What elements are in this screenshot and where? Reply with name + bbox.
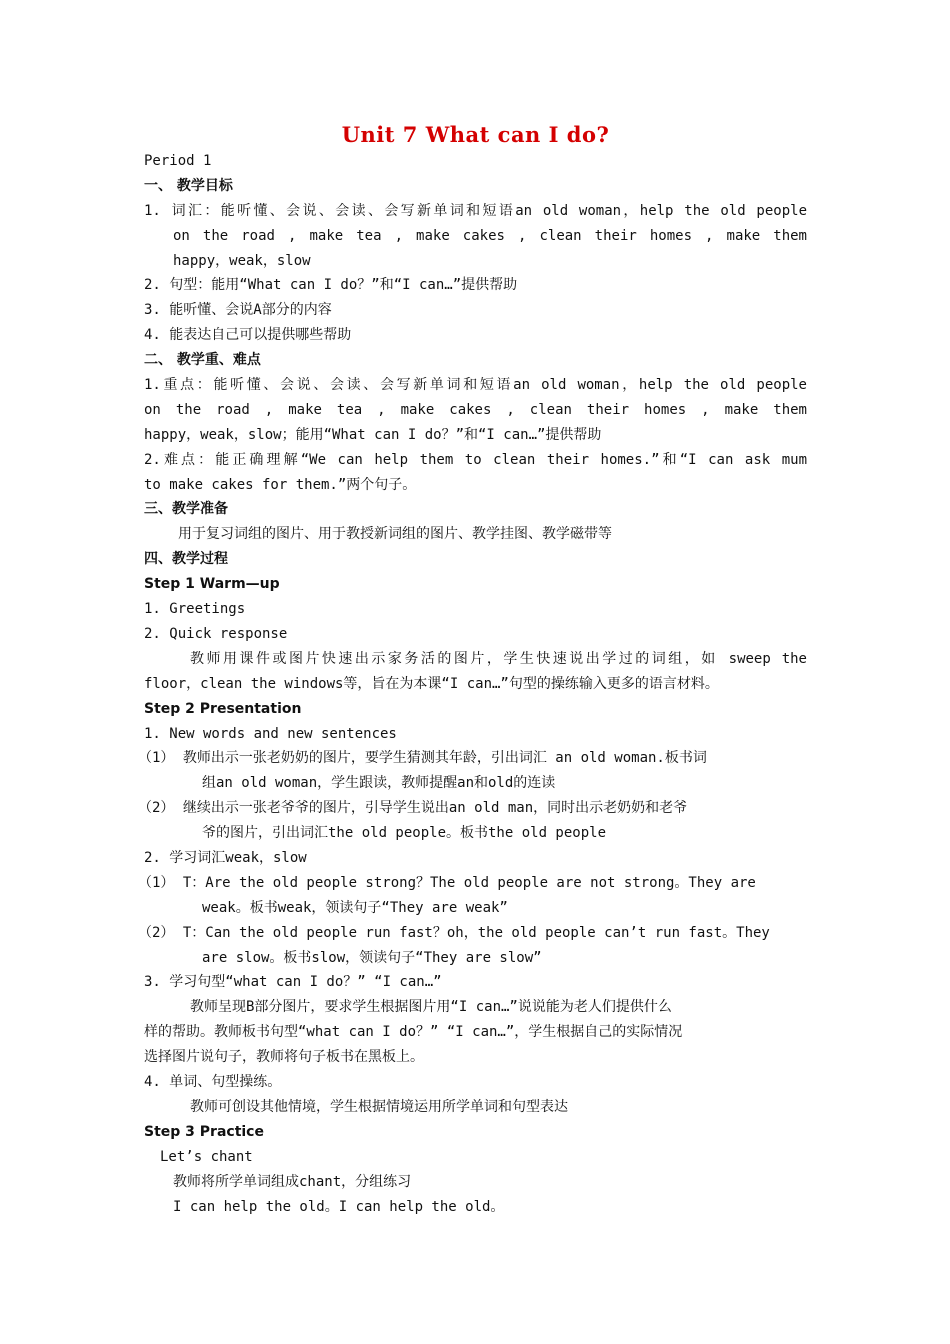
paragraph-line: happy，weak，slow [173,253,311,269]
paragraph-line: Let’s chant [160,1149,253,1165]
paragraph-line: I can help the old。I can help the old。 [173,1199,505,1215]
paragraph-line: （2） T：Can the old people run fast？oh，the old people can’t run fast。They [138,925,770,941]
paragraph-line: 用于复习词组的图片、用于教授新词组的图片、教学挂图、教学磁带等 [178,526,612,542]
paragraph-line: 爷的图片，引出词汇the old people。板书the old people [202,825,607,841]
paragraph-line: 2.难点：能正确理解“We can help them to clean their homes.”和“I can ask mum [144,452,807,468]
paragraph-line: （2） 继续出示一张老爷爷的图片，引导学生说出an old man，同时出示老奶奶和老爷 [138,800,688,816]
period-label: Period 1 [144,153,212,169]
paragraph-line: are slow。板书slow，领读句子“They are slow” [202,950,542,966]
paragraph-line: 1. New words and new sentences [144,726,397,742]
section-heading-4: 四、教学过程 [144,551,228,567]
paragraph-line: on the road , make tea , make cakes , clean their homes , make them [144,402,807,418]
step-heading-2: Step 2 Presentation [144,701,302,717]
section-heading-2: 二、 教学重、难点 [144,352,261,368]
paragraph-line: 4. 能表达自己可以提供哪些帮助 [144,327,352,343]
paragraph-line: （1） T：Are the old people strong？The old people are not strong。They are [138,875,756,891]
doc-title: Unit 7 What can I do? [341,122,610,147]
paragraph-line: 教师用课件或图片快速出示家务活的图片，学生快速说出学过的词组，如 sweep the [190,651,807,667]
paragraph-line: 教师呈现B部分图片，要求学生根据图片用“I can…”说说能为老人们提供什么 [190,999,672,1015]
paragraph-line: 样的帮助。教师板书句型“what can I do？” “I can…”，学生根据自己的实际情况 [144,1024,683,1040]
paragraph-line: happy，weak，slow；能用“What can I do？”和“I can…”提供帮助 [144,427,602,443]
paragraph-line: 教师将所学单词组成chant，分组练习 [173,1174,412,1190]
paragraph-line: 2. Quick response [144,626,288,642]
paragraph-line: 3. 能听懂、会说A部分的内容 [144,302,332,318]
step-heading-3: Step 3 Practice [144,1124,264,1140]
paragraph-line: （1） 教师出示一张老奶奶的图片，要学生猜测其年龄，引出词汇 an old woman.板书词 [138,750,707,766]
paragraph-line: 教师可创设其他情境，学生根据情境运用所学单词和句型表达 [190,1099,568,1115]
section-heading-1: 一、 教学目标 [144,178,233,194]
paragraph-line: 2. 句型：能用“What can I do？”和“I can…”提供帮助 [144,277,518,293]
paragraph-line: 组an old woman，学生跟读，教师提醒an和old的连读 [202,775,556,791]
paragraph-line: 1. Greetings [144,601,246,617]
paragraph-line: 4. 单词、句型操练。 [144,1074,282,1090]
section-heading-3: 三、教学准备 [144,501,228,517]
paragraph-line: 选择图片说句子，教师将句子板书在黑板上。 [144,1049,424,1065]
paragraph-line: on the road , make tea , make cakes , clean their homes , make them [173,228,807,244]
paragraph-line: 3. 学习句型“what can I do？” “I can…” [144,974,442,990]
paragraph-line: 2. 学习词汇weak，slow [144,850,307,866]
paragraph-line: floor，clean the windows等，旨在为本课“I can…”句型的操练输入更多的语言材料。 [144,676,719,692]
step-heading-1: Step 1 Warm—up [144,576,280,592]
paragraph-line: weak。板书weak，领读句子“They are weak” [202,900,508,916]
paragraph-line: to make cakes for them.”两个句子。 [144,477,417,493]
paragraph-line: 1. 词汇：能听懂、会说、会读、会写新单词和短语an old woman，help the old people [144,203,807,219]
paragraph-line: 1.重点：能听懂、会说、会读、会写新单词和短语an old woman，help the old people [144,377,807,393]
